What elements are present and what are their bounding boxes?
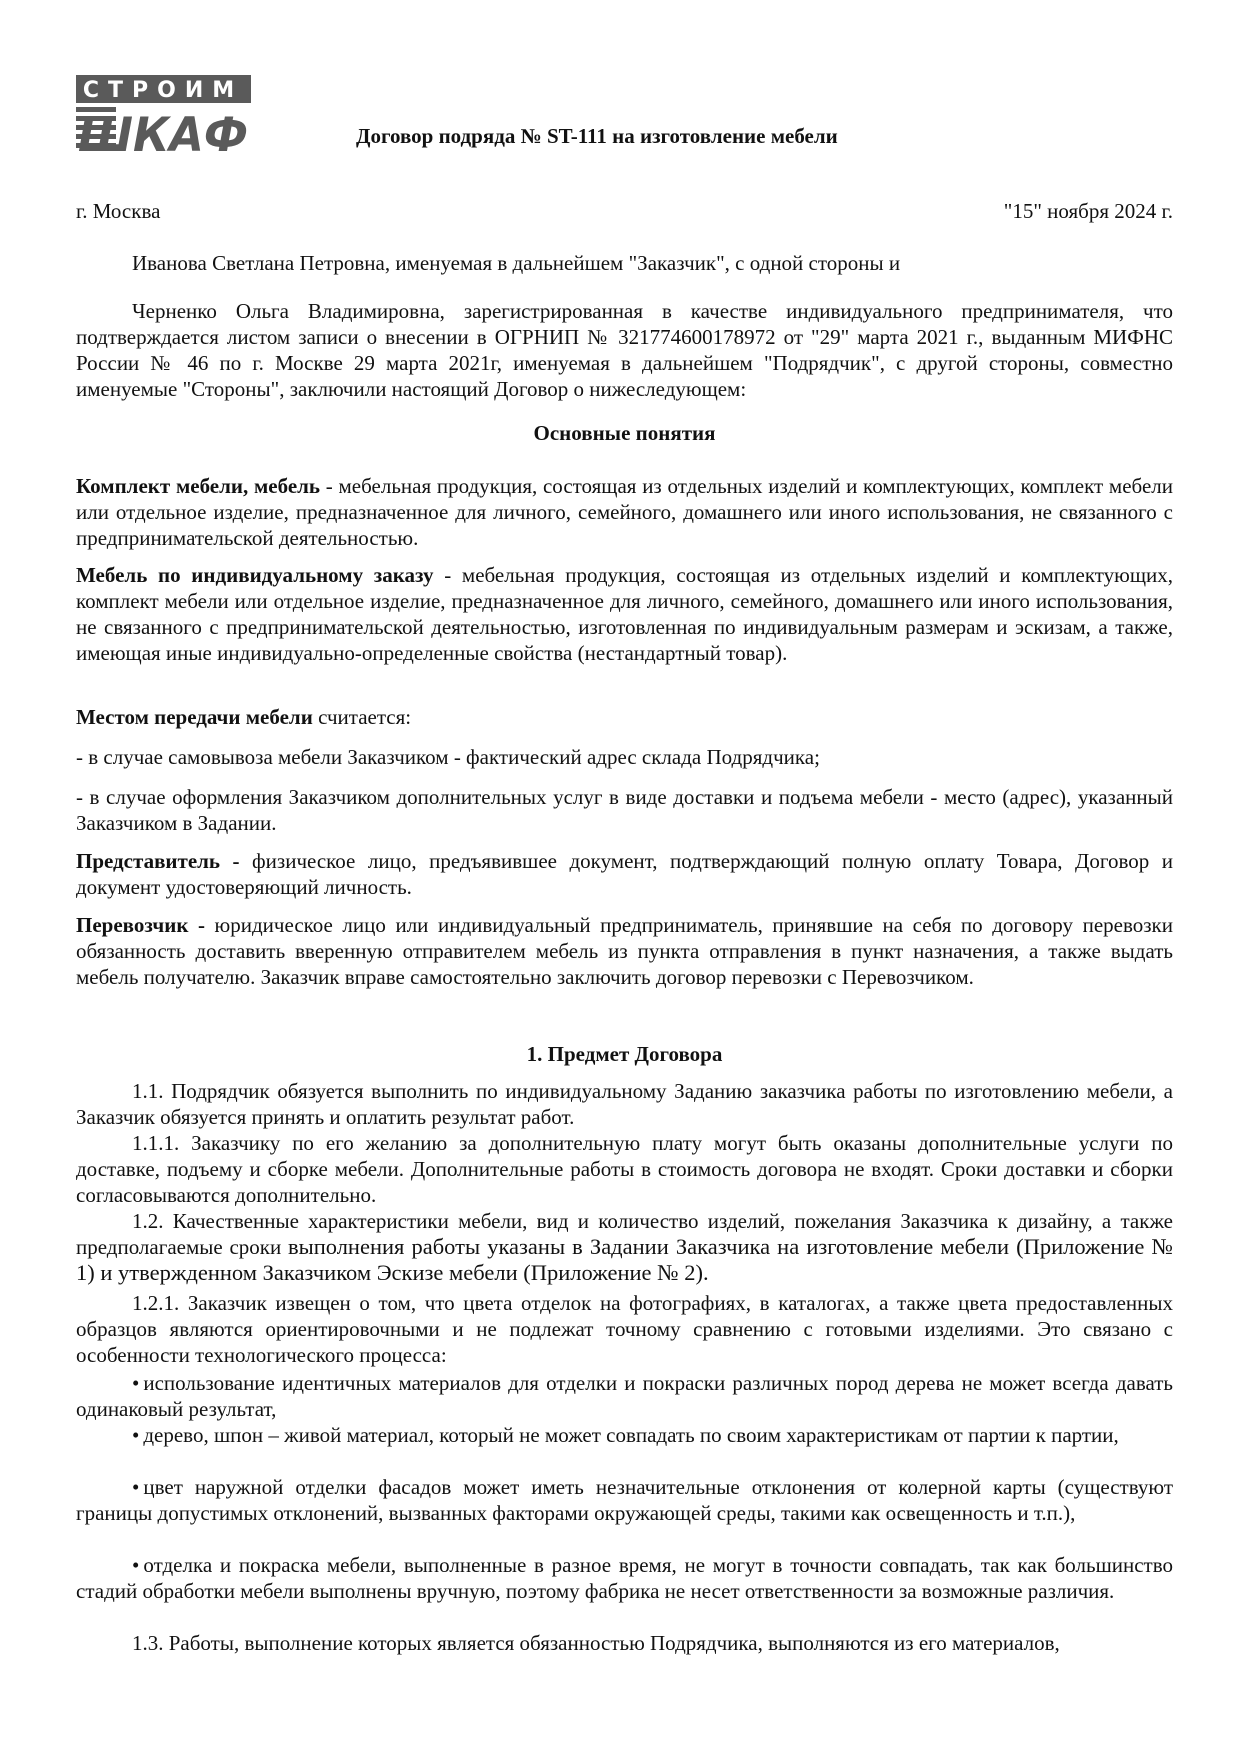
bullet-icon: • bbox=[132, 1475, 140, 1499]
transfer-place-item-delivery: - в случае оформления Заказчиком дополнительных услуг в виде доставки и подъема мебели - место (адрес), указанный Заказчиком в Задании. bbox=[76, 785, 1173, 835]
logo-top-word: СТРОИМ bbox=[82, 78, 244, 103]
clause-1-1: 1.1. Подрядчик обязуется выполнить по индивидуальному Заданию заказчика работы по изготовлению мебели, а Заказчик обязуется принять и оплатить результат работ. bbox=[76, 1079, 1173, 1129]
list-item bbox=[76, 1370, 1173, 1422]
clause-1-2-part-a: 1.2. Качественные характеристики мебели, вид и количество изделий, пожелания Заказчика к дизайну, а также предполагаемые сроки bbox=[76, 1209, 1173, 1259]
definition-text: - мебельная продукция, состоящая из отдельных изделий и комплектующих, комплект мебели или отдельное изделие, предназначенное для личного, семейного, домашнего или иного использования, не связанного с предпринимательской деятельностью, изготовленная по индивидуальным размерам и эскизам, а также, имеющая иные индивидуально-определенные свойства (нестандартный товар). bbox=[76, 563, 1173, 665]
concepts-heading: Основные понятия bbox=[533, 421, 716, 445]
bullet-icon: • bbox=[132, 1553, 140, 1577]
party-contractor: Черненко Ольга Владимировна, зарегистрированная в качестве индивидуального предпринимателя, что подтверждается листом записи о внесении в ОГРНИП № 321774600178972 от "29" марта 2021 г., выданным МИФНС России № 46 по г. Москве 29 марта 2021г, именуемая в дальнейшем "Подрядчик", с другой стороны, совместно именуемые "Стороны", заключили настоящий Договор о нижеследующем: bbox=[76, 299, 1173, 401]
list-item bbox=[76, 1474, 1173, 1526]
clause-1-2 bbox=[76, 1208, 1173, 1286]
definition-term: Мебель по индивидуальному заказу bbox=[76, 563, 434, 587]
company-logo bbox=[76, 75, 251, 155]
logo-bottom-word: ШКАФ bbox=[78, 108, 248, 155]
definition-text: - мебельная продукция, состоящая из отдельных изделий и комплектующих, комплект мебели или отдельное изделие, предназначенное для личного, семейного, домашнего или иного использования, не связанного с предпринимательской деятельностью. bbox=[76, 474, 1173, 550]
definition-representative bbox=[76, 848, 1173, 900]
document-title: Договор подряда № ST-111 на изготовление мебели bbox=[356, 124, 838, 148]
transfer-place-item-pickup: - в случае самовывоза мебели Заказчиком - фактический адрес склада Подрядчика; bbox=[76, 745, 820, 769]
clause-1-2-1: 1.2.1. Заказчик извещен о том, что цвета отделок на фотографиях, в каталогах, а также цвета предоставленных образцов являются ориентировочными и не подлежат точному сравнению с готовыми изделиями. Это связано с особенности технологического процесса: bbox=[76, 1291, 1173, 1367]
definition-transfer-place bbox=[76, 704, 1173, 730]
bullet-icon: • bbox=[132, 1423, 140, 1447]
contract-date: "15" ноября 2024 г. bbox=[1003, 199, 1173, 223]
section-1-heading: 1. Предмет Договора bbox=[526, 1042, 723, 1066]
clause-1-3: 1.3. Работы, выполнение которых является обязанностью Подрядчика, выполняются из его материалов, bbox=[132, 1631, 1060, 1655]
definition-text: юридическое лицо или индивидуальный предприниматель, принявшие на себя по договору перевозки обязанность доставить вверенную отправителем мебель из пункта отправления в пункт назначения, а также выдать мебель получателю. Заказчик вправе самостоятельно заключить договор перевозки с Перевозчиком. bbox=[76, 913, 1173, 989]
definition-term: Местом передачи мебели bbox=[76, 705, 313, 729]
clause-1-2-part-b: выполнения работы указаны в Задании Заказчика на изготовление мебели (Приложение № 1) и утвержденном Заказчиком Эскизе мебели (Приложение № 2). bbox=[76, 1234, 1173, 1285]
definition-term: Представитель - bbox=[76, 849, 240, 873]
definition-term: Перевозчик - bbox=[76, 913, 205, 937]
list-item-text: отделка и покраска мебели, выполненные в разное время, не могут в точности совпадать, так как большинство стадий обработки мебели выполнены вручную, поэтому фабрика не несет ответственности за возможные различия. bbox=[76, 1553, 1173, 1603]
list-item-text: использование идентичных материалов для отделки и покраски различных пород дерева не может всегда давать одинаковый результат, bbox=[76, 1371, 1173, 1421]
list-item bbox=[76, 1422, 1173, 1448]
clause-1-1-1: 1.1.1. Заказчику по его желанию за дополнительную плату могут быть оказаны дополнительные услуги по доставке, подъему и сборке мебели. Дополнительные работы в стоимость договора не входят. Сроки доставки и сборки согласовываются дополнительно. bbox=[76, 1131, 1173, 1207]
city: г. Москва bbox=[76, 199, 161, 223]
bullet-icon: • bbox=[132, 1371, 140, 1395]
definition-text: физическое лицо, предъявившее документ, подтверждающий полную оплату Товара, Договор и документ удостоверяющий личность. bbox=[76, 849, 1174, 899]
definition-term: Комплект мебели, мебель bbox=[76, 474, 321, 498]
definition-custom-furniture bbox=[76, 562, 1173, 666]
definition-text: считается: bbox=[312, 705, 412, 729]
definition-carrier bbox=[76, 912, 1173, 990]
definition-furniture-set bbox=[76, 473, 1173, 551]
list-item bbox=[76, 1552, 1173, 1604]
list-item-text: дерево, шпон – живой материал, который не может совпадать по своим характеристикам от партии к партии, bbox=[143, 1423, 1119, 1447]
party-customer: Иванова Светлана Петровна, именуемая в дальнейшем "Заказчик", с одной стороны и bbox=[132, 251, 901, 275]
list-item-text: цвет наружной отделки фасадов может иметь незначительные отклонения от колерной карты (существуют границы допустимых отклонений, вызванных факторами окружающей среды, такими как освещенность и т.п.), bbox=[76, 1475, 1173, 1525]
